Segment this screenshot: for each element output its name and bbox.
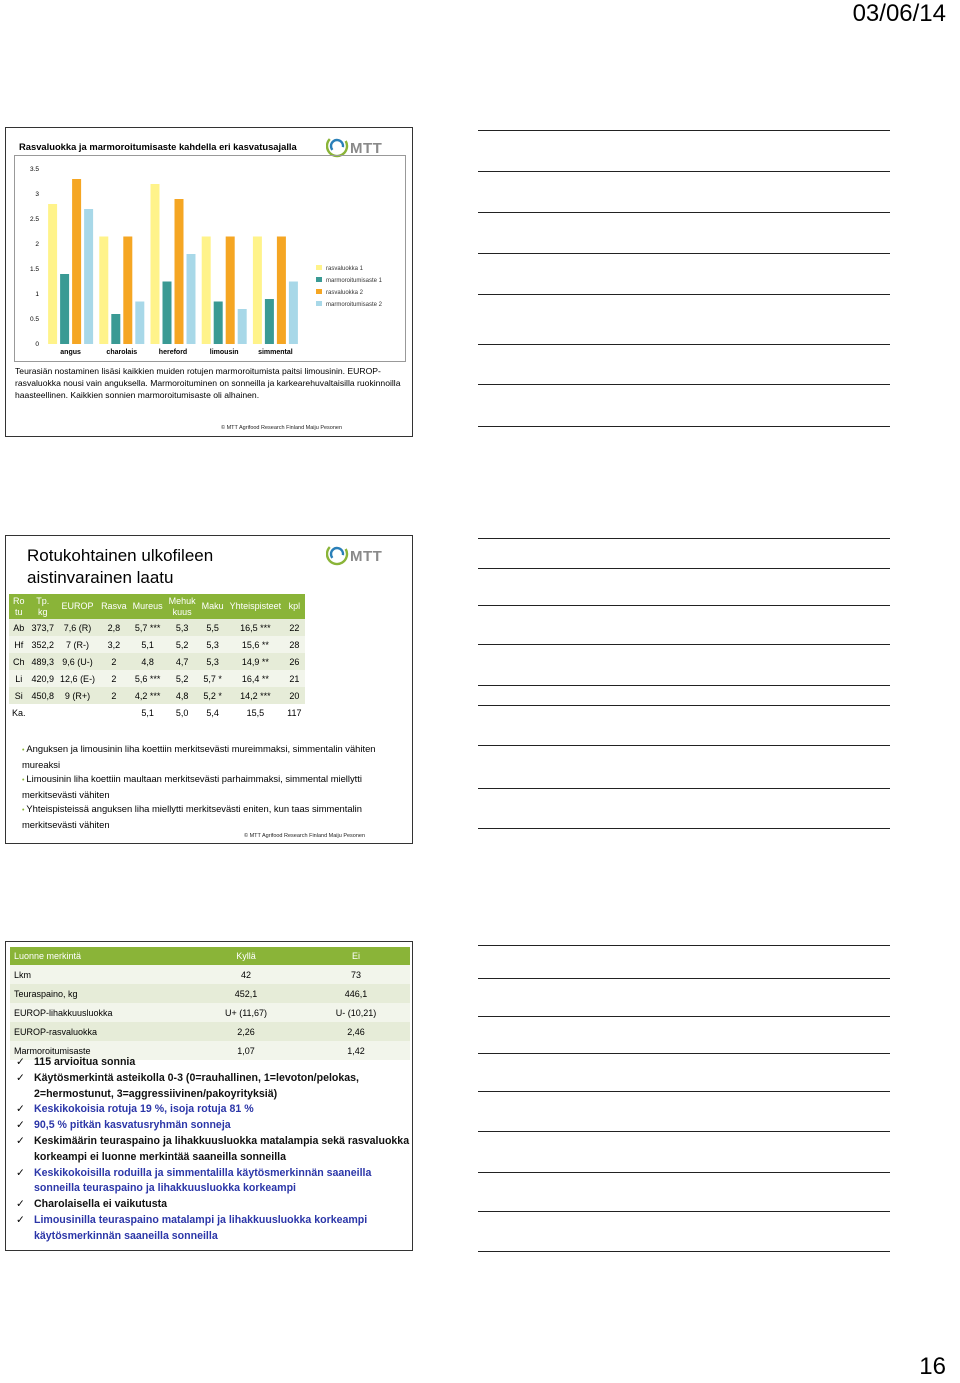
table-cell: Lkm bbox=[10, 965, 190, 984]
table-cell: 21 bbox=[284, 670, 304, 687]
column-header: Mureus bbox=[130, 594, 166, 619]
table-row bbox=[9, 636, 305, 653]
notes-line bbox=[478, 1211, 890, 1212]
slide-2-bullets bbox=[22, 742, 402, 832]
table-cell: U+ (11,67) bbox=[190, 1003, 302, 1022]
bar bbox=[84, 209, 93, 344]
slide-1-title: Rasvaluokka ja marmoroitumisaste kahdella eri kasvatusajalla bbox=[19, 141, 297, 152]
check-item bbox=[16, 1213, 411, 1245]
x-category-label: hereford bbox=[158, 349, 188, 356]
table-cell: 420,9 bbox=[29, 670, 58, 687]
table-row bbox=[9, 687, 305, 704]
table-cell: 373,7 bbox=[29, 619, 58, 636]
notes-line bbox=[478, 568, 890, 569]
temperament-table bbox=[10, 947, 410, 1060]
x-category-label: limousin bbox=[209, 349, 239, 356]
bar bbox=[151, 184, 160, 344]
slide-3-checklist bbox=[16, 1055, 411, 1245]
mtt-logo-text: MTT bbox=[350, 140, 383, 157]
table-cell: 452,1 bbox=[190, 984, 302, 1003]
bar bbox=[123, 237, 132, 345]
print-date: 03/06/14 bbox=[852, 0, 946, 27]
table-cell: 14,2 *** bbox=[227, 687, 285, 704]
table-cell: EUROP-rasvaluokka bbox=[10, 1022, 190, 1041]
bar bbox=[289, 282, 298, 345]
table-cell: 2 bbox=[98, 670, 130, 687]
notes-line bbox=[478, 130, 890, 131]
notes-line bbox=[478, 685, 890, 686]
notes-line bbox=[478, 171, 890, 172]
table-cell: 5,6 *** bbox=[130, 670, 166, 687]
table-row bbox=[10, 965, 410, 984]
table-cell: Li bbox=[9, 670, 29, 687]
column-header: Rasva bbox=[98, 594, 130, 619]
bar bbox=[163, 282, 172, 345]
slide-1-copyright: © MTT Agrifood Research Finland Maiju Pesonen bbox=[221, 425, 343, 431]
notes-line bbox=[478, 294, 890, 295]
slide-3 bbox=[5, 941, 413, 1251]
table-cell: Si bbox=[9, 687, 29, 704]
column-header: EUROP bbox=[57, 594, 98, 619]
table-cell: 489,3 bbox=[29, 653, 58, 670]
table-header-row bbox=[9, 594, 305, 619]
bar bbox=[111, 314, 120, 344]
y-tick-label: 1.5 bbox=[29, 266, 39, 273]
table-cell: 5,4 bbox=[199, 704, 227, 721]
notes-line bbox=[478, 1251, 890, 1252]
bar bbox=[202, 237, 211, 345]
bar bbox=[265, 299, 274, 344]
table-cell: 14,9 ** bbox=[227, 653, 285, 670]
y-tick-label: 3 bbox=[35, 191, 39, 198]
breed-quality-table bbox=[9, 594, 305, 721]
table-cell: Ka. bbox=[9, 704, 29, 721]
bullet-icon: • bbox=[22, 777, 27, 784]
check-item-text: Charolaisella ei vaikutusta bbox=[34, 1198, 168, 1211]
table-cell: Ab bbox=[9, 619, 29, 636]
bar bbox=[99, 237, 108, 345]
legend-swatch bbox=[316, 289, 322, 294]
y-tick-label: 1 bbox=[35, 291, 39, 298]
checkmark-icon: ✓ bbox=[16, 1103, 25, 1116]
table-cell: 26 bbox=[284, 653, 304, 670]
table-cell: 5,7 *** bbox=[130, 619, 166, 636]
x-category-label: simmental bbox=[258, 349, 293, 356]
table-cell: 5,7 * bbox=[199, 670, 227, 687]
checkmark-icon: ✓ bbox=[16, 1134, 25, 1147]
table-cell: 2,8 bbox=[98, 619, 130, 636]
check-item-text: Keskimäärin teuraspaino ja lihakkuusluokka matalampia sekä rasvaluokka korkeampi ei luonne merkintää saaneilla sonneilla bbox=[34, 1134, 410, 1163]
notes-line bbox=[478, 1131, 890, 1132]
column-header: Kyllä bbox=[190, 947, 302, 965]
table-cell: Teuraspaino, kg bbox=[10, 984, 190, 1003]
check-item-text: Keskikokoisia rotuja 19 %, isoja rotuja 81 % bbox=[34, 1103, 254, 1116]
y-tick-label: 0.5 bbox=[29, 316, 39, 323]
table-cell: 22 bbox=[284, 619, 304, 636]
table-cell: 117 bbox=[284, 704, 304, 721]
notes-line bbox=[478, 705, 890, 706]
notes-line bbox=[478, 426, 890, 427]
table-cell: 2,46 bbox=[302, 1022, 410, 1041]
checkmark-icon: ✓ bbox=[16, 1056, 25, 1068]
slide-1-caption: Teurasiän nostaminen lisäsi kaikkien muiden rotujen marmoroitumista paitsi limousinin. EUROP-rasvaluokka nousi vain anguksella. Marmoroituminen on sonneilla ja karkearehuvaltaisilla ruokinnoilla haasteellinen. Kaikkien sonnien marmoroitumisaste oli alhainen. bbox=[15, 366, 401, 400]
table-cell: Hf bbox=[9, 636, 29, 653]
bar bbox=[187, 254, 196, 344]
y-tick-label: 0 bbox=[35, 341, 39, 348]
mtt-logo-text: MTT bbox=[350, 548, 383, 565]
table-cell: 5,1 bbox=[130, 636, 166, 653]
slide-1 bbox=[5, 127, 413, 437]
table-cell: 450,8 bbox=[29, 687, 58, 704]
table-cell: 5,3 bbox=[199, 653, 227, 670]
check-item bbox=[16, 1197, 411, 1213]
page-number: 16 bbox=[919, 1353, 946, 1380]
check-item bbox=[16, 1055, 411, 1071]
notes-line bbox=[478, 788, 890, 789]
table-cell: 446,1 bbox=[302, 984, 410, 1003]
bullet-item: • Yhteispisteissä anguksen liha miellytti merkitsevästi eniten, kun taas simmentalin merkitsevästi vähiten bbox=[22, 803, 362, 830]
bar bbox=[48, 204, 57, 344]
check-item bbox=[16, 1071, 411, 1103]
table-row bbox=[9, 670, 305, 687]
table-cell: 5,2 bbox=[166, 636, 199, 653]
bullet-icon: • bbox=[22, 807, 27, 814]
checkmark-icon: ✓ bbox=[16, 1213, 25, 1226]
notes-line bbox=[478, 644, 890, 645]
check-item-text: 115 arvioitua sonnia bbox=[34, 1056, 136, 1068]
table-cell: 9,6 (U-) bbox=[57, 653, 98, 670]
column-header: Maku bbox=[199, 594, 227, 619]
table-cell: 5,3 bbox=[199, 636, 227, 653]
bar-chart-svg bbox=[15, 156, 405, 361]
table-row bbox=[10, 984, 410, 1003]
table-row bbox=[10, 1022, 410, 1041]
column-header: Luonne merkintä bbox=[10, 947, 190, 965]
notes-line bbox=[478, 344, 890, 345]
bullet-item: • Limousinin liha koettiin maultaan merkitsevästi parhaimmaksi, simmental miellytti merkitsevästi vähiten bbox=[22, 773, 362, 800]
table-cell: 7 (R-) bbox=[57, 636, 98, 653]
slide-2 bbox=[5, 535, 413, 844]
bar-chart bbox=[14, 155, 406, 362]
column-header: Ei bbox=[302, 947, 410, 965]
table-cell: 5,2 * bbox=[199, 687, 227, 704]
notes-line bbox=[478, 605, 890, 606]
table-cell: 5,3 bbox=[166, 619, 199, 636]
checkmark-icon: ✓ bbox=[16, 1166, 25, 1179]
table-cell: 16,4 ** bbox=[227, 670, 285, 687]
table-cell: 5,0 bbox=[166, 704, 199, 721]
table-cell: 12,6 (E-) bbox=[57, 670, 98, 687]
x-category-label: angus bbox=[60, 349, 81, 356]
table-cell: 5,5 bbox=[199, 619, 227, 636]
bar bbox=[253, 237, 262, 345]
table-cell: 1,07 bbox=[190, 1041, 302, 1060]
table-cell: 73 bbox=[302, 965, 410, 984]
table-row bbox=[9, 653, 305, 670]
bar bbox=[214, 302, 223, 345]
table-cell: 2 bbox=[98, 687, 130, 704]
table-cell: 5,2 bbox=[166, 670, 199, 687]
legend-swatch bbox=[316, 265, 322, 270]
check-item-text: Keskikokoisilla roduilla ja simmentalilla käytösmerkinnän saaneilla sonneilla teuraspaino ja lihakkuusluokka korkeampi bbox=[34, 1166, 372, 1195]
column-header: Ro tu bbox=[9, 594, 29, 619]
slide-2-title-line-2: aistinvarainen laatu bbox=[27, 568, 174, 587]
y-tick-label: 2 bbox=[35, 241, 39, 248]
table-cell: Ch bbox=[9, 653, 29, 670]
table-header-row bbox=[10, 947, 410, 965]
table-cell: 4,2 *** bbox=[130, 687, 166, 704]
slide-2-title bbox=[27, 545, 213, 589]
table-cell: 5,1 bbox=[130, 704, 166, 721]
table-cell: EUROP-lihakkuusluokka bbox=[10, 1003, 190, 1022]
table-cell bbox=[29, 704, 58, 721]
column-header: kpl bbox=[284, 594, 304, 619]
notes-line bbox=[478, 945, 890, 946]
x-category-label: charolais bbox=[106, 349, 138, 356]
table-cell: 4,8 bbox=[130, 653, 166, 670]
notes-line bbox=[478, 1172, 890, 1173]
bar bbox=[277, 237, 286, 345]
bar bbox=[238, 309, 247, 344]
legend-swatch bbox=[316, 277, 322, 282]
table-cell: 352,2 bbox=[29, 636, 58, 653]
slide-2-title-line-1: Rotukohtainen ulkofileen bbox=[27, 546, 214, 565]
legend-swatch bbox=[316, 301, 322, 306]
bar bbox=[60, 274, 69, 344]
table-cell: 1,42 bbox=[302, 1041, 410, 1060]
legend-label: marmoroitumisaste 2 bbox=[326, 302, 383, 308]
notes-line bbox=[478, 745, 890, 746]
check-item bbox=[16, 1102, 411, 1118]
table-cell bbox=[57, 704, 98, 721]
notes-line bbox=[478, 384, 890, 385]
bar bbox=[175, 199, 184, 344]
legend-label: rasvaluokka 2 bbox=[326, 290, 364, 296]
table-cell: 20 bbox=[284, 687, 304, 704]
legend-label: rasvaluokka 1 bbox=[326, 266, 364, 272]
notes-line bbox=[478, 538, 890, 539]
table-cell: 2,26 bbox=[190, 1022, 302, 1041]
table-cell: Marmoroitumisaste bbox=[10, 1041, 190, 1060]
check-item-text: Limousinilla teuraspaino matalampi ja lihakkuusluokka korkeampi käytösmerkinnän saaneilla sonneilla bbox=[34, 1213, 368, 1242]
table-cell: 4,8 bbox=[166, 687, 199, 704]
table-cell: 16,5 *** bbox=[227, 619, 285, 636]
bar bbox=[135, 302, 144, 345]
table-cell: 2 bbox=[98, 653, 130, 670]
table-cell: 7,6 (R) bbox=[57, 619, 98, 636]
notes-line bbox=[478, 828, 890, 829]
mtt-logo bbox=[326, 541, 404, 567]
notes-line bbox=[478, 253, 890, 254]
table-row bbox=[10, 1003, 410, 1022]
notes-line bbox=[478, 1091, 890, 1092]
legend-label: marmoroitumisaste 1 bbox=[326, 278, 383, 284]
table-cell: 15,6 ** bbox=[227, 636, 285, 653]
table-cell bbox=[98, 704, 130, 721]
y-tick-label: 3.5 bbox=[29, 166, 39, 173]
checkmark-icon: ✓ bbox=[16, 1198, 25, 1211]
table-cell: 28 bbox=[284, 636, 304, 653]
bar bbox=[226, 237, 235, 345]
checkmark-icon: ✓ bbox=[16, 1119, 25, 1132]
bullet-icon: • bbox=[22, 747, 27, 754]
table-cell: U- (10,21) bbox=[302, 1003, 410, 1022]
check-item bbox=[16, 1118, 411, 1134]
check-item-text: Käytösmerkintä asteikolla 0-3 (0=rauhallinen, 1=levoton/pelokas, 2=hermostunut, 3=aggressiivinen/pakoyrityksiä) bbox=[34, 1071, 360, 1100]
table-cell: 15,5 bbox=[227, 704, 285, 721]
bar bbox=[72, 179, 81, 344]
column-header: Yhteispisteet bbox=[227, 594, 285, 619]
slide-2-copyright: © MTT Agrifood Research Finland Maiju Pesonen bbox=[244, 833, 366, 839]
table-cell: 4,7 bbox=[166, 653, 199, 670]
column-header: Mehuk kuus bbox=[166, 594, 199, 619]
bullet-item: • Anguksen ja limousinin liha koettiin merkitsevästi mureimmaksi, simmentalin vähiten mureaksi bbox=[22, 743, 376, 770]
table-cell: 42 bbox=[190, 965, 302, 984]
table-cell: 3,2 bbox=[98, 636, 130, 653]
column-header: Tp. kg bbox=[29, 594, 58, 619]
table-cell: 9 (R+) bbox=[57, 687, 98, 704]
notes-line bbox=[478, 212, 890, 213]
check-item bbox=[16, 1134, 411, 1166]
notes-line bbox=[478, 1016, 890, 1017]
table-row bbox=[9, 704, 305, 721]
checkmark-icon: ✓ bbox=[16, 1071, 25, 1084]
notes-line bbox=[478, 1053, 890, 1054]
notes-line bbox=[478, 978, 890, 979]
table-row bbox=[9, 619, 305, 636]
y-tick-label: 2.5 bbox=[29, 216, 39, 223]
check-item-text: 90,5 % pitkän kasvatusryhmän sonneja bbox=[34, 1119, 231, 1132]
check-item bbox=[16, 1166, 411, 1198]
